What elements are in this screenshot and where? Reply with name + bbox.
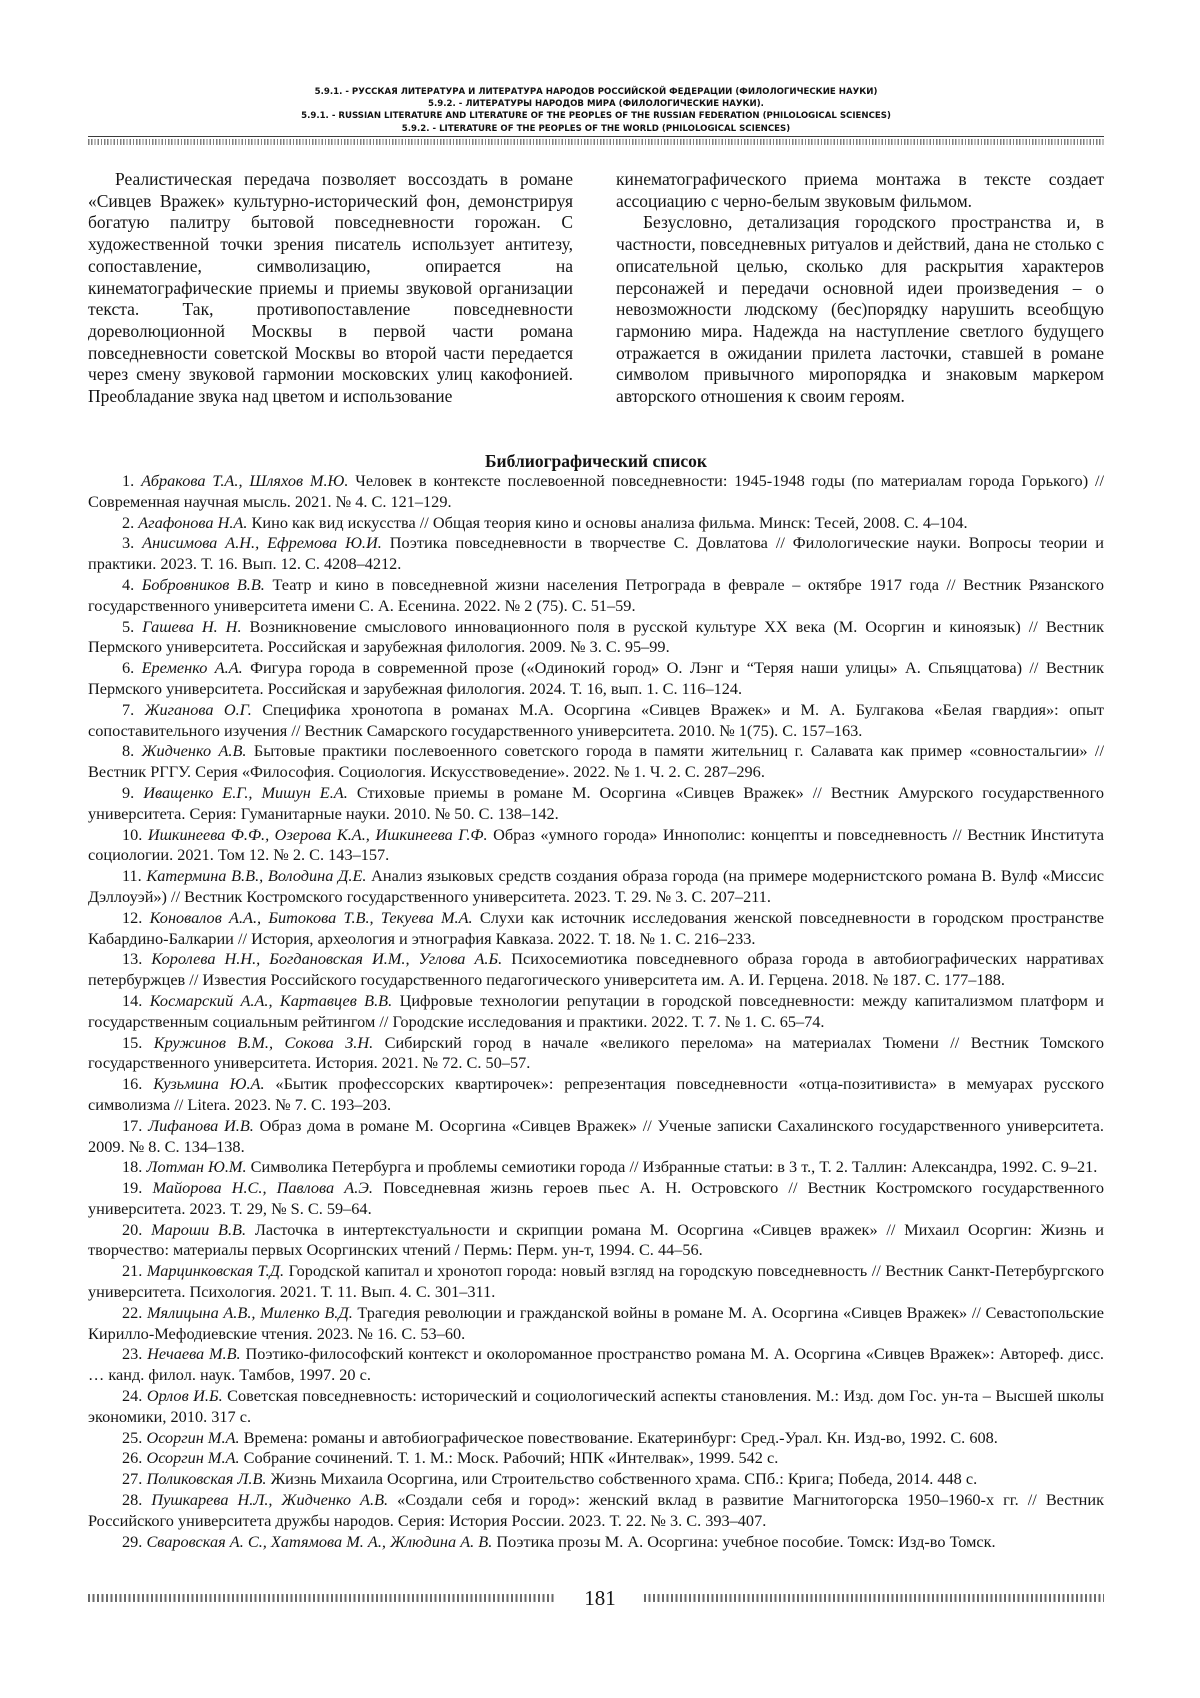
footer-rule-left	[88, 1594, 556, 1602]
entry-number: 18.	[122, 1157, 143, 1177]
entry-number: 27.	[122, 1469, 143, 1489]
header-line-4: 5.9.2. - LITERATURE OF THE PEOPLES OF THE WORLD (PHILOLOGICAL SCIENCES)	[401, 123, 791, 134]
entry-text: «Бытик профессорских квартирочек»: репрезентация повседневности «отца-позитивиста» в мемуарах русского символизма // Litera. 2023. № 7. С. 193–203.	[88, 1074, 1104, 1114]
entry-authors: Агафонова Н.А.	[138, 512, 248, 532]
bibliography-entry	[88, 991, 1104, 1033]
entry-number: 19.	[122, 1178, 143, 1198]
entry-text: Поэтика прозы М. А. Осоргина: учебное пособие. Томск: Изд-во Томск.	[496, 1531, 996, 1551]
header-line-3: 5.9.1. - RUSSIAN LITERATURE AND LITERATURE OF THE PEOPLES OF THE RUSSIAN FEDERATION (PHILOLOGICAL SCIENCES)	[301, 111, 891, 122]
entry-authors: Лифанова И.В.	[148, 1115, 254, 1135]
entry-authors: Майорова Н.С., Павлова А.Э.	[152, 1178, 373, 1198]
header-rule	[88, 136, 1104, 137]
bibliography-entry	[88, 1178, 1104, 1220]
entry-number: 9.	[122, 782, 135, 802]
entry-number: 2.	[122, 512, 135, 532]
entry-text: Образ дома в романе М. Осоргина «Сивцев Вражек» // Ученые записки Сахалинского государственного университета. 2009. № 8. С. 134–138.	[88, 1115, 1104, 1156]
entry-text: Городской капитал и хронотоп города: новый взгляд на городскую повседневность // Вестник Санкт-Петербургского университета. Психология. 2021. Т. 11. Вып. 4. С. 301–311.	[88, 1261, 1104, 1302]
bibliography-entry	[88, 1469, 1104, 1490]
body-paragraph-continuation: кинематографического приема монтажа в тексте создает ассоциацию с черно-белым звуковым фильмом.	[616, 169, 1104, 211]
entry-text: Собрание сочинений. Т. 1. М.: Моск. Рабочий; НПК «Интелвак», 1999. 542 с.	[243, 1448, 779, 1468]
entry-number: 22.	[122, 1302, 143, 1322]
body-paragraph: Реалистическая передача позволяет воссоздать в романе «Сивцев Вражек» культурно-исторический фон, демонстрируя богатую палитру бытовой повседневности горожан. С художественной точки зрения писатель использует антитезу, сопоставление, символизацию, опирается на кинематографические приемы и приемы звуковой организации текста. Так, противопоставление повседневности дореволюционной Москвы в первой части романа повседневности советской Москвы во второй части передается через смену звуковой гармонии московских улиц какофонией. Преобладание звука над цветом и использование	[88, 169, 573, 407]
entry-authors: Мялицына А.В., Миленко В.Д.	[146, 1302, 353, 1322]
entry-text: Жизнь Михаила Осоргина, или Строительство собственного храма. СПб.: Крига; Победа, 2014. 448 с.	[270, 1469, 978, 1489]
entry-number: 5.	[122, 616, 135, 636]
bibliography-entry	[88, 949, 1104, 991]
bibliography-entry	[88, 1303, 1104, 1345]
body-column-right	[616, 169, 1104, 408]
entry-text: Слухи как источник исследования женской повседневности в городском пространстве Кабардино-Балкарии // История, археология и этнография Кавказа. 2022. Т. 18. № 1. С. 216–233.	[88, 907, 1105, 948]
entry-text: Фигура города в современной прозе («Одинокий город» О. Лэнг и “Теряя наши улицы» А. Спьяццатова) // Вестник Пермского университета. Российская и зарубежная филология. 2024. Т. 16, вып. 1. С. 116–124.	[88, 658, 1104, 698]
bibliography-list	[88, 471, 1104, 1552]
bibliography-entry	[88, 1033, 1104, 1075]
bibliography-title: Библиографический список	[484, 451, 707, 471]
entry-number: 14.	[122, 990, 143, 1010]
bibliography-entry	[88, 617, 1104, 659]
entry-authors: Нечаева М.В.	[147, 1344, 241, 1364]
header-line-1: 5.9.1. - РУССКАЯ ЛИТЕРАТУРА И ЛИТЕРАТУРА НАРОДОВ РОССИЙСКОЙ ФЕДЕРАЦИИ (ФИЛОЛОГИЧЕСКИЕ НАУКИ)	[314, 87, 878, 97]
entry-text: Человек в контексте послевоенной повседневности: 1945-1948 годы (по материалам города Горького) // Современная научная мысль. 2021. № 4. С. 121–129.	[88, 471, 1105, 511]
footer-rule-right	[644, 1594, 1104, 1602]
bibliography-entry	[88, 825, 1104, 867]
running-header	[88, 86, 1104, 135]
entry-text: «Создали себя и город»: женский вклад в развитие Магнитогорска 1950–1960-х гг. // Вестник Российского университета дружбы народов. Серия: История России. 2023. Т. 22. № 3. С. 393–407.	[88, 1490, 1104, 1530]
entry-number: 13.	[122, 949, 143, 969]
entry-authors: Сваровская А. С., Хатямова М. А., Жлюдина А. В.	[146, 1531, 493, 1551]
entry-number: 29.	[122, 1531, 143, 1551]
entry-authors: Космарский А.А., Картавцев В.В.	[149, 990, 393, 1010]
entry-authors: Ишкинеева Ф.Ф., Озерова К.А., Ишкинеева Г.Ф.	[147, 824, 488, 844]
entry-text: Возникновение смыслового инновационного поля в русской культуре XX века (М. Осоргин и киноязык) // Вестник Пермского университета. Российская и зарубежная филология. 2009. № 3. С. 95–99.	[88, 616, 1104, 657]
entry-authors: Пушкарева Н.Л., Жидченко А.В.	[151, 1490, 389, 1510]
entry-text: Символика Петербурга и проблемы семиотики города // Избранные статьи: в 3 т., Т. 2. Таллин: Александра, 1992. С. 9–21.	[250, 1157, 1098, 1177]
entry-authors: Еременко А.А.	[141, 658, 243, 678]
entry-authors: Анисимова А.Н., Ефремова Ю.И.	[142, 533, 382, 553]
bibliography-entry	[88, 1157, 1104, 1178]
entry-text: Советская повседневность: исторический и социологический аспекты становления. М.: Изд. дом Гос. ун-та – Высшей школы экономики, 2010. 317 с.	[88, 1386, 1104, 1426]
bibliography-entry	[88, 1386, 1104, 1428]
bibliography-entry	[88, 1428, 1104, 1449]
entry-authors: Мароши В.В.	[151, 1219, 247, 1239]
entry-number: 24.	[122, 1386, 143, 1406]
bibliography-entry	[88, 1116, 1104, 1158]
bibliography-entry	[88, 741, 1104, 783]
entry-number: 10.	[122, 824, 143, 844]
bibliography-entry	[88, 866, 1104, 908]
entry-text: Бытовые практики послевоенного советского города в памяти жительниц г. Салавата как пример «совностальгии» // Вестник РГГУ. Серия «Философия. Социология. Искусствоведение». 2022. № 1. Ч. 2. С. 287–296.	[88, 741, 1104, 782]
bibliography-entry	[88, 700, 1104, 742]
entry-text: Театр и кино в повседневной жизни населения Петрограда в феврале – октябре 1917 года // Вестник Рязанского государственного университета имени С. А. Есенина. 2022. № 2 (75). С. 51–59.	[88, 574, 1105, 615]
entry-number: 4.	[122, 574, 135, 594]
bibliography-entry	[88, 575, 1104, 617]
entry-number: 16.	[122, 1074, 143, 1094]
entry-number: 12.	[122, 907, 143, 927]
entry-number: 23.	[122, 1344, 143, 1364]
entry-number: 3.	[122, 533, 135, 553]
entry-number: 26.	[122, 1448, 143, 1468]
bibliography-entry	[88, 1220, 1104, 1262]
entry-authors: Катермина В.В., Володина Д.Е.	[146, 866, 367, 886]
entry-authors: Абракова Т.А., Шляхов М.Ю.	[141, 471, 349, 490]
header-line-2: 5.9.2. - ЛИТЕРАТУРЫ НАРОДОВ МИРА (ФИЛОЛОГИЧЕСКИЕ НАУКИ).	[428, 99, 764, 110]
bibliography-entry	[88, 1074, 1104, 1116]
entry-text: Поэтика повседневности в творчестве С. Довлатова // Филологические науки. Вопросы теории и практики. 2023. Т. 16. Вып. 12. С. 4208–4212.	[88, 533, 1104, 574]
entry-authors: Осоргин М.А.	[146, 1448, 240, 1468]
body-paragraph: Безусловно, детализация городского пространства и, в частности, повседневных ритуалов и действий, дана не столько с описательной целью, сколько для раскрытия характеров персонажей и передачи основной идеи произведения – о невозможности людскому (бес)порядку нарушить всеобщую гармонию мира. Надежда на наступление светлого будущего отражается в ожидании прилета ласточки, ставшей в романе символом привычного миропорядка и знаковым маркером авторского отношения к своим героям.	[616, 212, 1104, 407]
entry-number: 28.	[122, 1490, 143, 1510]
entry-text: Кино как вид искусства // Общая теория кино и основы анализа фильма. Минск: Тесей, 2008. С. 4–104.	[251, 512, 968, 532]
bibliography-entry	[88, 471, 1104, 513]
entry-number: 6.	[122, 658, 135, 678]
entry-text: Психосемиотика повседневного образа города в автобиографических нарративах петербуржцев // Известия Российского государственного педагогического университета им. А. И. Герцена. 2018. № 187. С. 177–188.	[88, 949, 1105, 990]
bibliography-entry	[88, 1344, 1104, 1386]
entry-authors: Марцинковская Т.Д.	[146, 1261, 285, 1281]
entry-authors: Кузьмина Ю.А.	[153, 1074, 265, 1094]
entry-authors: Кружинов В.М., Сокова З.Н.	[153, 1032, 374, 1052]
bibliography-entry	[88, 1490, 1104, 1532]
entry-text: Поэтико-философский контекст и околороманное пространство романа М. А. Осоргина «Сивцев Вражек»: Автореф. дисс. … канд. филол. наук. Тамбов, 1997. 20 с.	[88, 1344, 1105, 1385]
entry-text: Анализ языковых средств создания образа города (на примере модернистского романа В. Вулф «Миссис Дэллоуэй») // Вестник Костромского государственного университета. 2023. Т. 29. № 3. С. 207–211.	[88, 866, 1104, 906]
entry-text: Ласточка в интертекстуальности и скрипции романа М. Осоргина «Сивцев вражек» // Михаил Осоргин: Жизнь и творчество: материалы первых Осоргинских чтений / Пермь: Перм. ун-т, 1994. С. 44–56.	[88, 1219, 1105, 1260]
entry-number: 20.	[122, 1219, 143, 1239]
entry-authors: Королева Н.Н., Богдановская И.М., Углова А.Б.	[151, 949, 503, 969]
entry-authors: Поликовская Л.В.	[146, 1469, 267, 1489]
entry-authors: Орлов И.Б.	[146, 1386, 223, 1406]
entry-authors: Коновалов А.А., Битокова Т.В., Текуева М.А.	[149, 907, 473, 927]
entry-authors: Гашева Н. Н.	[142, 616, 242, 636]
entry-text: Трагедия революции и гражданской войны в романе М. А. Осоргина «Сивцев Вражек» // Севастопольские Кирилло-Мефодиевские чтения. 2023. № 16. С. 53–60.	[88, 1302, 1104, 1343]
entry-text: Сибирский город в начале «великого перелома» на материалах Тюмени // Вестник Томского государственного университета. История. 2021. № 72. С. 50–57.	[88, 1032, 1104, 1073]
entry-number: 7.	[122, 699, 135, 719]
bibliography-entry	[88, 908, 1104, 950]
entry-number: 8.	[122, 741, 135, 761]
entry-authors: Жидченко А.В.	[141, 741, 247, 761]
page-number: 181	[584, 1586, 616, 1610]
body-column-left	[88, 169, 573, 408]
entry-number: 15.	[122, 1032, 143, 1052]
entry-authors: Осоргин М.А.	[146, 1427, 240, 1447]
bibliography-entry	[88, 783, 1104, 825]
entry-text: Стиховые приемы в романе М. Осоргина «Сивцев Вражек» // Вестник Амурского государственного университета. Серия: Гуманитарные науки. 2010. № 50. С. 138–142.	[88, 782, 1104, 823]
entry-authors: Лотман Ю.М.	[146, 1157, 247, 1177]
entry-authors: Бобровников В.В.	[141, 574, 265, 594]
entry-text: Повседневная жизнь героев пьес А. Н. Островского // Вестник Костромского государственного университета. 2023. Т. 29, № S. С. 59–64.	[88, 1178, 1104, 1218]
bibliography-entry	[88, 1261, 1104, 1303]
entry-number: 11.	[122, 866, 142, 886]
bibliography-entry	[88, 513, 1104, 534]
bibliography-entry	[88, 1532, 1104, 1553]
entry-text: Образ «умного города» Иннополис: концепты и повседневность // Вестник Института социологии. 2021. Том 12. № 2. С. 143–157.	[88, 824, 1104, 865]
entry-number: 17.	[122, 1115, 143, 1135]
entry-number: 1.	[122, 471, 135, 490]
bibliography-entry	[88, 533, 1104, 575]
entry-text: Времена: романы и автобиографическое повествование. Екатеринбург: Сред.-Урал. Кн. Изд-во, 1992. С. 608.	[243, 1427, 998, 1447]
entry-number: 21.	[122, 1261, 143, 1281]
entry-authors: Жиганова О.Г.	[144, 699, 252, 719]
entry-text: Специфика хронотопа в романах М.А. Осоргина «Сивцев Вражек» и М. А. Булгакова «Белая гвардия»: опыт сопоставительного изучения // Вестник Самарского государственного университета. 2010. № 1(75). С. 157–163.	[88, 699, 1104, 740]
bibliography-entry	[88, 1448, 1104, 1469]
entry-authors: Иващенко Е.Г., Мишун Е.А.	[143, 782, 348, 802]
bibliography-entry	[88, 658, 1104, 700]
entry-text: Цифровые технологии репутации в городской повседневности: между капитализмом платформ и государственным социальным рейтингом // Городские исследования и практики. 2022. Т. 7. № 1. С. 65–74.	[88, 990, 1104, 1031]
header-hatch-rule	[88, 139, 1104, 145]
entry-number: 25.	[122, 1427, 143, 1447]
